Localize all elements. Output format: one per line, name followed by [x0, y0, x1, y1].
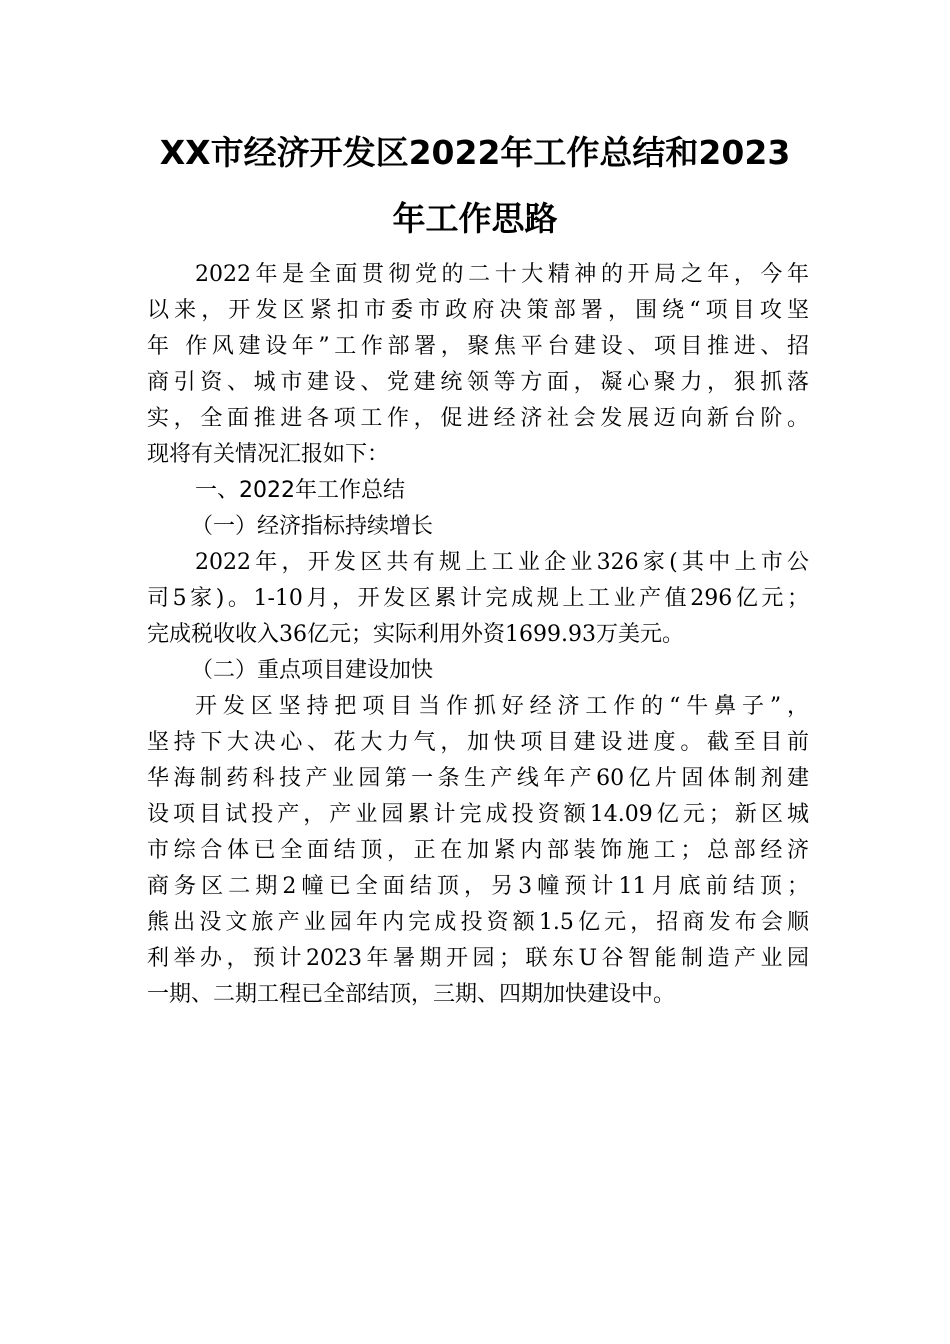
subsection-2-line: 市综合体已全面结顶，正在加紧内部装饰施工；总部经济 — [147, 838, 809, 863]
intro-line: 以来，开发区紧扣市委市政府决策部署，围绕“项目攻坚 — [147, 298, 809, 323]
subsection-2-line: 熊出没文旅产业园年内完成投资额1.5亿元，招商发布会顺 — [147, 910, 809, 935]
subsection-2-paragraph — [147, 689, 809, 1013]
subsection-2-line: 开发区坚持把项目当作抓好经济工作的“牛鼻子”， — [195, 694, 809, 719]
document-title-line-1: XX市经济开发区2022年工作总结和2023 — [159, 133, 791, 172]
subsection-1-line: 2022年，开发区共有规上工业企业326家(其中上市公 — [195, 550, 809, 575]
intro-line: 2022年是全面贯彻党的二十大精神的开局之年，今年 — [195, 262, 809, 287]
subsection-2-line: 华海制药科技产业园第一条生产线年产60亿片固体制剂建 — [147, 766, 809, 791]
subsection-2-line: 设项目试投产，产业园累计完成投资额14.09亿元；新区城 — [147, 802, 809, 827]
subsection-1-line: 司5家)。1-10月，开发区累计完成规上工业产值296亿元； — [147, 586, 809, 611]
document-title-line-2: 年工作思路 — [392, 199, 558, 238]
subsection-2-line: 商务区二期2幢已全面结顶，另3幢预计11月底前结顶； — [147, 874, 809, 899]
intro-line: 年 作风建设年”工作部署，聚焦平台建设、项目推进、招 — [147, 334, 809, 359]
subsection-1-paragraph — [147, 545, 809, 653]
document-body — [147, 257, 809, 1013]
subsection-heading-1: （一）经济指标持续增长 — [191, 514, 434, 539]
intro-line: 现将有关情况汇报如下： — [147, 442, 390, 467]
intro-paragraph — [147, 257, 809, 473]
subsection-2-line: 一期、二期工程已全部结顶，三期、四期加快建设中。 — [147, 982, 676, 1007]
intro-line: 商引资、城市建设、党建统领等方面，凝心聚力，狠抓落 — [147, 370, 809, 395]
subsection-heading-2: （二）重点项目建设加快 — [191, 658, 434, 683]
subsection-2-line: 坚持下大决心、花大力气，加快项目建设进度。截至目前 — [147, 730, 809, 755]
subsection-2-line: 利举办，预计2023年暑期开园；联东U谷智能制造产业园 — [147, 946, 809, 971]
section-heading-1: 一、2022年工作总结 — [195, 478, 405, 503]
subsection-1-line: 完成税收收入36亿元；实际利用外资1699.93万美元。 — [147, 622, 684, 647]
intro-line: 实，全面推进各项工作，促进经济社会发展迈向新台阶。 — [147, 406, 809, 431]
